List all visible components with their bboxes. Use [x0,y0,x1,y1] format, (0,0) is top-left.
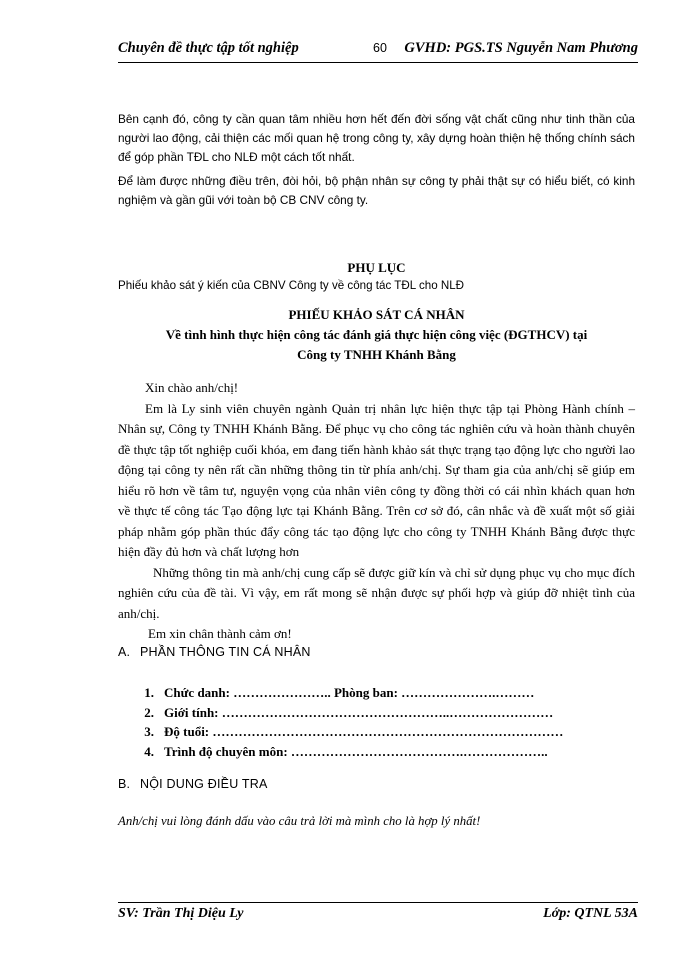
form-row-number: 1. [144,685,154,700]
form-row-text: Chức danh: ………………….. Phòng ban: ………………….……… [164,685,535,700]
section-b-label: B. [118,777,131,791]
personal-info-form [130,683,563,761]
intro-paragraph-1: Bên cạnh đó, công ty cần quan tâm nhiều hơn hết đến đời sống vật chất cũng như tinh thần của người lao động, cải thiện các mối quan hệ trong công ty, xây dựng hoàn thiện hệ thống chính sách để góp phần TĐL cho NLĐ một cách tốt nhất. [118,112,635,164]
survey-greeting: Xin chào anh/chị! [145,380,239,395]
survey-title: PHIẾU KHẢO SÁT CÁ NHÂN [288,307,465,322]
form-row-position[interactable] [130,683,563,703]
section-a-heading [118,645,311,659]
intro-paragraph-2: Để làm được những điều trên, đòi hỏi, bộ phận nhân sự công ty phải thật sự có hiểu biết, có kinh nghiệm và gần gũi với toàn bộ CB CNV công ty. [118,174,635,207]
appendix-heading: PHỤ LỤC [347,260,406,275]
form-row-number: 4. [144,743,154,759]
header-title: Chuyên đề thực tập tốt nghiệp [118,40,299,56]
form-row-text: Giới tính: ……………………………………………..…………………… [164,704,554,720]
survey-subtitle-line2: Công ty TNHH Khánh Bằng [297,347,456,362]
survey-body-1: Em là Ly sinh viên chuyên ngành Quản trị nhân lực hiện thực tập tại Phòng Hành chính – Nhân sự, Công ty TNHH Khánh Bằng. Để phục vụ cho công tác nghiên cứu và hoàn thành chuyên đề thực tập tốt nghiệp cuối khóa, em đang tiến hành khảo sát thực trạng tạo động lực cho người lao động tại công ty nên rất cần những thông tin từ phía anh/chị. Sự tham gia của anh/chị sẽ giúp em hiểu rõ hơn về tâm tư, nguyện vọng của nhân viên công ty đồng thời có cái nhìn khách quan hơn về thực tế công tác Tạo động lực tại Khánh Bằng. Trên cơ sở đó, cân nhắc và đề xuất một số giải pháp nhằm góp phần thúc đẩy công tác tạo động lực cho công ty TNHH Khánh Bằng được thực hiện đầy đủ hơn và chất lượng hơn [118,400,635,559]
page-number: 60 [373,41,387,55]
survey-letter [118,378,635,645]
section-b-heading [118,777,268,791]
form-row-gender[interactable] [130,703,563,723]
form-row-education[interactable] [130,742,563,762]
form-row-text: Trình độ chuyên môn: ………………………………….……………….. [164,743,548,759]
appendix-description: Phiếu khảo sát ý kiến của CBNV Công ty về công tác TĐL cho NLĐ [118,279,465,292]
page-footer [118,902,638,928]
survey-instruction: Anh/chị vui lòng đánh dấu vào câu trả lời mà mình cho là hợp lý nhất! [118,814,481,828]
page-header [118,40,638,63]
section-a-label: A. [118,645,131,659]
footer-class: Lớp: QTNL 53A [543,906,638,921]
section-b-title: NỘI DUNG ĐIỀU TRA [140,777,268,791]
survey-subtitle-line1: Về tình hình thực hiện công tác đánh giá thực hiện công việc (ĐGTHCV) tại [165,327,588,342]
section-a-title: PHẦN THÔNG TIN CÁ NHÂN [140,645,311,659]
survey-title-block [118,305,635,365]
survey-body-2: Những thông tin mà anh/chị cung cấp sẽ được giữ kín và chỉ sử dụng phục vụ cho mục đích nghiên cứu của đề tài. Vì vậy, em rất mong sẽ nhận được sự phối hợp và giúp đỡ nhiệt tình của anh/chị. [118,564,635,621]
form-row-number: 3. [144,724,154,739]
header-advisor: GVHD: PGS.TS Nguyễn Nam Phương [404,40,638,56]
form-row-age[interactable] [130,722,563,742]
survey-thanks: Em xin chân thành cảm ơn! [148,626,292,641]
form-row-text: Độ tuổi: ……………………………………………………………………… [164,724,564,739]
footer-student: SV: Trần Thị Diệu Ly [118,906,244,921]
form-row-number: 2. [144,704,154,720]
